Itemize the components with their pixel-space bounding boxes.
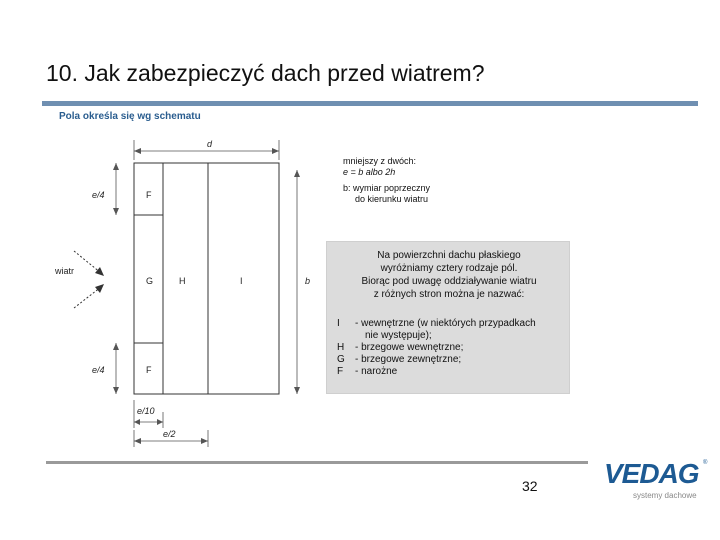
note-line-3: b: wymiar poprzeczny (343, 183, 431, 193)
legend-text: - narożne (355, 366, 398, 377)
legend-item-g (337, 354, 461, 366)
wind-label: wiatr (55, 266, 75, 276)
dim-left-top-arrow-down (113, 208, 119, 215)
roof-outline (134, 163, 279, 394)
legend-item-f (337, 366, 397, 378)
dim-bottom-2-arrow-left (134, 438, 141, 444)
note-line-1: mniejszy z dwóch: (343, 156, 417, 166)
legend-key: H (337, 342, 345, 353)
legend-intro-line: Na powierzchni dachu płaskiego (377, 250, 521, 261)
legend-text: - wewnętrzne (w niektórych przypadkach (355, 318, 536, 329)
legend-intro-line: z różnych stron można je nazwać: (373, 289, 525, 300)
legend-intro (327, 249, 571, 301)
dim-left-bottom-arrow-down (113, 387, 119, 394)
legend-key: F (337, 366, 344, 377)
dim-bottom-1-arrow-left (134, 419, 140, 425)
legend-intro-line: Biorąc pod uwagę oddziaływanie wiatru (361, 276, 537, 287)
zone-label-f-bottom: F (146, 365, 152, 375)
legend-text: - brzegowe zewnętrzne; (355, 354, 462, 365)
zone-label-i: I (240, 276, 243, 286)
legend-intro-line: wyróżniamy cztery rodzaje pól. (380, 263, 518, 274)
note-line-2: e = b albo 2h (343, 167, 396, 177)
dimension-notes (343, 156, 430, 205)
dim-right-label: b (305, 276, 311, 286)
dim-left-top-arrow-up (113, 163, 119, 170)
legend-text: - brzegowe wewnętrzne; (355, 342, 464, 353)
logo-tagline: systemy dachowe (633, 491, 697, 500)
dim-bottom-1-arrow-right (157, 419, 163, 425)
dim-top-arrow-left (134, 148, 141, 154)
dim-top-label: d (207, 139, 213, 149)
note-line-4: do kierunku wiatru (355, 194, 429, 204)
wind-arrow-upper-shaft (74, 251, 101, 273)
logo-wordmark: VEDAG (604, 458, 699, 489)
zone-label-h: H (179, 276, 186, 286)
legend-item-i-continuation: nie występuje); (365, 330, 432, 341)
footer-rule (46, 461, 588, 464)
zone-label-g: G (146, 276, 154, 286)
dim-top-arrow-right (272, 148, 279, 154)
vedag-logo (604, 458, 708, 500)
diagram-subtitle: Pola określa się wg schematu (59, 111, 201, 122)
legend-item-i (337, 318, 536, 330)
dim-bottom-1-label: e/10 (137, 406, 155, 416)
wind-arrow-upper-head (95, 267, 104, 276)
wind-arrow-lower-shaft (74, 287, 101, 308)
legend-key: G (337, 354, 345, 365)
page-number: 32 (522, 478, 538, 494)
dim-left-bottom-arrow-up (113, 343, 119, 350)
dim-right-arrow-up (294, 170, 300, 177)
slide-title: 10. Jak zabezpieczyć dach przed wiatrem? (46, 60, 485, 86)
wind-arrow-lower-head (95, 284, 104, 293)
zone-legend-box (326, 241, 570, 394)
legend-key: I (337, 318, 340, 329)
dim-bottom-2-label: e/2 (163, 429, 176, 439)
dim-left-bottom-label: e/4 (92, 365, 105, 375)
dim-bottom-2-arrow-right (201, 438, 208, 444)
dim-left-top-label: e/4 (92, 190, 105, 200)
logo-registered-mark: ® (703, 460, 708, 466)
dim-right-arrow-down (294, 387, 300, 394)
zone-label-f-top: F (146, 190, 152, 200)
legend-item-h (337, 342, 463, 354)
